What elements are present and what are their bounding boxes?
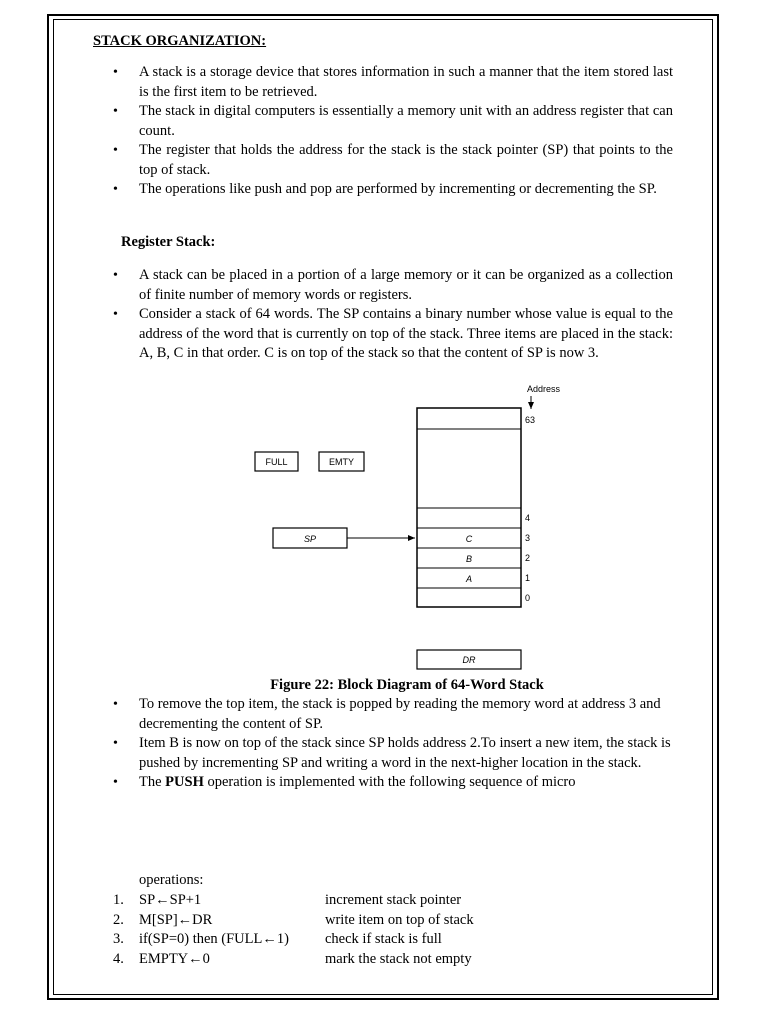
address-2: 2	[525, 553, 531, 563]
push-text-suffix: operation is implemented with the following sequence of micro	[203, 774, 576, 790]
register-stack-heading: Register Stack:	[121, 234, 216, 250]
op-description: mark the stack not empty	[325, 950, 472, 967]
op-number: 2.	[113, 911, 124, 928]
list-item	[113, 773, 673, 793]
stack-block-diagram	[240, 378, 570, 678]
address-63: 63	[525, 415, 536, 425]
full-flag-label: FULL	[265, 457, 288, 467]
stack-operations-bullet-list	[113, 695, 673, 793]
op-description: write item on top of stack	[325, 911, 474, 928]
list-item: • A stack is a storage device that stores information in such a manner that the item stored last is the first item to be retrieved.	[113, 63, 673, 102]
intro-bullet-list	[113, 63, 673, 200]
list-item	[113, 930, 533, 950]
list-item: • The operations like push and pop are performed by incrementing or decrementing the SP.	[113, 180, 673, 200]
cell-a: A	[465, 574, 473, 584]
op-code: M[SP]←DR	[139, 911, 213, 928]
dr-register-label: DR	[462, 655, 476, 665]
register-stack-bullet-list	[113, 266, 673, 364]
list-item: • Item B is now on top of the stack since SP holds address 2.To insert a new item, the stack is pushed by incrementing SP and writing a word in the next-higher location in the stack.	[113, 734, 673, 773]
address-0: 0	[525, 593, 531, 603]
list-item: • To remove the top item, the stack is popped by reading the memory word at address 3 and decrementing the content of SP.	[113, 695, 673, 734]
list-item: • The register that holds the address for the stack is the stack pointer (SP) that points to the top of stack.	[113, 141, 673, 180]
emty-flag-label: EMTY	[328, 457, 355, 467]
list-item	[113, 891, 533, 911]
list-item	[113, 911, 533, 931]
push-keyword: PUSH	[165, 774, 204, 790]
figure-caption: Figure 22: Block Diagram of 64-Word Stack	[270, 677, 544, 693]
push-text-prefix: The	[139, 774, 166, 790]
op-description: increment stack pointer	[325, 892, 462, 908]
op-code: if(SP=0) then (FULL←1)	[139, 931, 289, 947]
op-number: 1.	[113, 892, 124, 908]
list-item: • Consider a stack of 64 words. The SP contains a binary number whose value is equal to the address of the word that is currently on top of the stack. Three items are placed in the stack: A, B, C in that order. C is on top of the stack so that the content of SP is now 3.	[113, 305, 673, 364]
list-item: • The stack in digital computers is essentially a memory unit with an address register that can count.	[113, 102, 673, 141]
op-code: SP←SP+1	[139, 892, 202, 908]
list-item: • A stack can be placed in a portion of a large memory or it can be organized as a collection of finite number of memory words or registers.	[113, 266, 673, 305]
address-4: 4	[525, 513, 531, 523]
micro-operations-list	[113, 891, 533, 969]
sp-register-label: SP	[303, 534, 317, 544]
address-1: 1	[525, 573, 531, 583]
cell-b: B	[465, 554, 473, 564]
op-number: 4.	[113, 950, 124, 967]
list-item	[113, 950, 533, 970]
cell-c: C	[465, 534, 473, 544]
address-3: 3	[525, 533, 531, 543]
operations-label: operations:	[139, 872, 204, 888]
section-heading: STACK ORGANIZATION:	[93, 33, 267, 49]
op-description: check if stack is full	[325, 931, 442, 947]
op-code: EMPTY←0	[139, 950, 210, 967]
address-label: Address	[527, 384, 561, 394]
op-number: 3.	[113, 931, 124, 947]
